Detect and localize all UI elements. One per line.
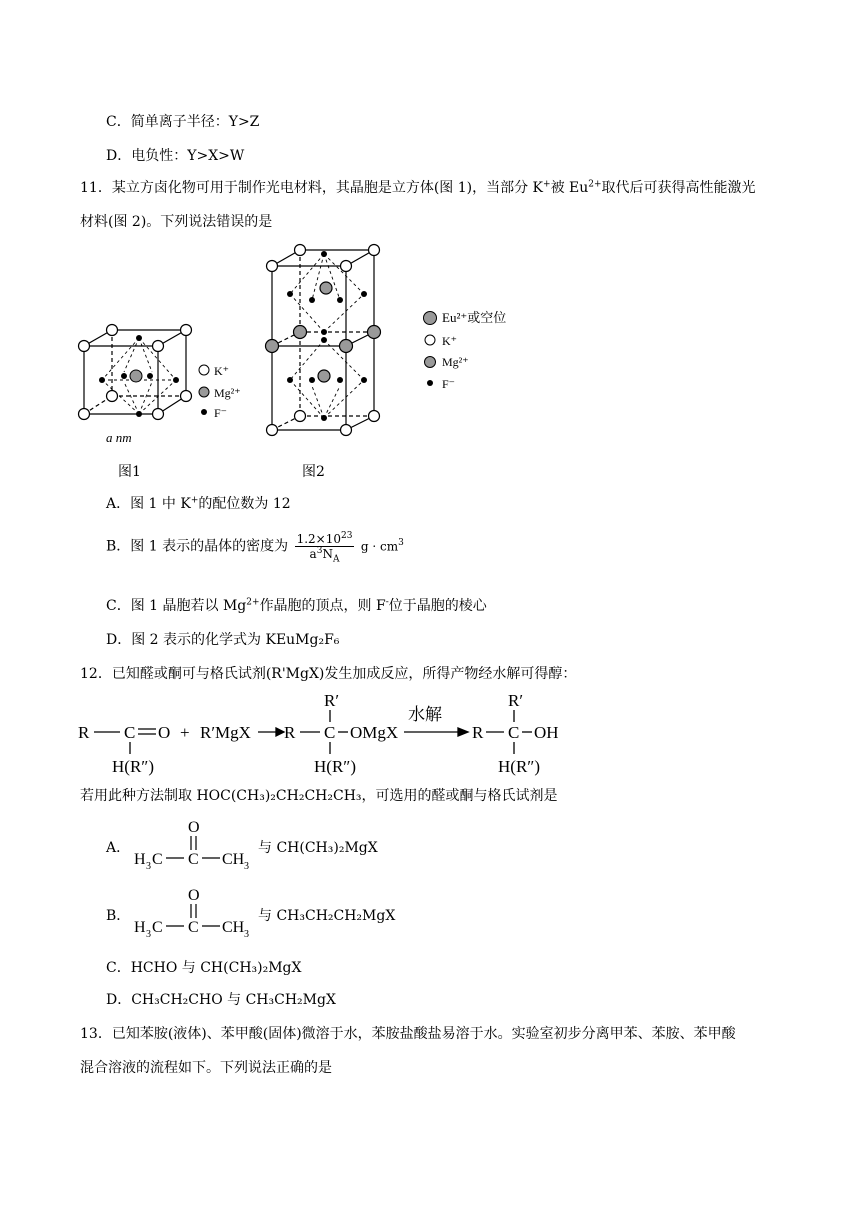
- svg-text:H(R″): H(R″): [498, 757, 541, 776]
- legend1-f: F⁻: [214, 406, 228, 420]
- svg-text:3: 3: [244, 929, 249, 940]
- q11-option-b: B．图 1 表示的晶体的密度为 $\frac{1.2\times 10^{23}}{a^3N_A}$ $g \cdot cm^3$: [106, 531, 404, 565]
- q11-option-d: D．图 2 表示的化学式为 KEuMg₂F₆: [106, 632, 340, 648]
- fig2-caption: 图2: [302, 464, 325, 480]
- svg-text:H(R″): H(R″): [112, 757, 155, 776]
- q12-option-d: D．CH₃CH₂CHO 与 CH₃CH₂MgX: [106, 992, 336, 1008]
- svg-text:O: O: [188, 887, 200, 904]
- svg-text:+: +: [180, 723, 190, 742]
- svg-text:C: C: [188, 851, 199, 868]
- q12-option-b-text: 与 CH₃CH₂CH₂MgX: [258, 908, 396, 924]
- svg-text:O: O: [188, 819, 200, 836]
- q12-option-c: C．HCHO 与 CH(CH₃)₂MgX: [106, 960, 302, 976]
- grignard-reaction-scheme: [72, 690, 592, 780]
- option-c-prev: C．简单离子半径：Y>Z: [106, 114, 260, 130]
- crystal-figure-1: [74, 320, 264, 450]
- svg-text:CH: CH: [222, 851, 245, 868]
- q11-option-a: A．图 1 中 K+的配位数为 12: [106, 495, 291, 512]
- legend2-k: K⁺: [442, 334, 457, 348]
- q13-stem-line1: 13．已知苯胺(液体)、苯甲酸(固体)微溶于水，苯胺盐酸盐易溶于水。实验室初步分离甲苯、苯胺、苯甲酸: [80, 1026, 736, 1042]
- q11-stem-line1: 11．某立方卤化物可用于制作光电材料，其晶胞是立方体(图 1)，当部分 K+被 $Eu^{2+}$取代后可获得高性能激光: [80, 179, 756, 196]
- legend2-eu: Eu²⁺或空位: [442, 310, 507, 325]
- svg-text:OH: OH: [534, 723, 559, 742]
- q12-stem: 12．已知醛或酮可与格氏试剂(R'MgX)发生加成反应，所得产物经水解可得醇：: [80, 666, 577, 682]
- svg-text:H(R″): H(R″): [314, 757, 357, 776]
- svg-text:R: R: [284, 723, 296, 742]
- svg-text:C: C: [152, 919, 163, 936]
- svg-text:C: C: [324, 723, 336, 742]
- fig1-caption: 图1: [118, 464, 141, 480]
- legend1-k: K⁺: [214, 364, 229, 378]
- q12-option-a-label: A．: [106, 840, 131, 856]
- hydrolysis-label: 水解: [408, 705, 442, 724]
- svg-text:3: 3: [146, 861, 151, 872]
- svg-text:H: H: [134, 919, 146, 936]
- crystal-figure-2: [262, 240, 522, 442]
- acetone-structure-a: [132, 816, 262, 874]
- q13-stem-line2: 混合溶液的流程如下。下列说法正确的是: [80, 1060, 332, 1076]
- q11-option-c: C．图 1 晶胞若以 $Mg^{2+}$作晶胞的顶点，则 F-位于晶胞的棱心: [106, 597, 487, 614]
- svg-text:R′MgX: R′MgX: [200, 723, 251, 742]
- density-fraction: $\frac{1.2\times 10^{23}}{a^3N_A}$: [296, 531, 353, 565]
- svg-text:R′: R′: [324, 691, 340, 710]
- legend1-mg: Mg²⁺: [214, 386, 241, 400]
- svg-text:C: C: [508, 723, 520, 742]
- q12-question: 若用此种方法制取 HOC(CH₃)₂CH₂CH₂CH₃，可选用的醛或酮与格氏试剂是: [80, 788, 558, 804]
- svg-text:R: R: [78, 723, 90, 742]
- svg-text:C: C: [188, 919, 199, 936]
- legend2-mg: Mg²⁺: [442, 355, 469, 369]
- svg-text:CH: CH: [222, 919, 245, 936]
- svg-text:H: H: [134, 851, 146, 868]
- svg-text:O: O: [158, 723, 171, 742]
- svg-text:OMgX: OMgX: [350, 723, 399, 742]
- svg-text:R′: R′: [508, 691, 524, 710]
- fig1-dimension: a nm: [106, 430, 132, 445]
- q12-option-a-text: 与 CH(CH₃)₂MgX: [258, 840, 378, 856]
- svg-text:C: C: [152, 851, 163, 868]
- svg-text:3: 3: [244, 861, 249, 872]
- option-d-prev: D．电负性：Y>X>W: [106, 148, 245, 164]
- q11-stem-line2: 材料(图 2)。下列说法错误的是: [80, 214, 273, 230]
- svg-text:C: C: [124, 723, 136, 742]
- q12-option-b-label: B．: [106, 908, 131, 924]
- acetone-structure-b: [132, 884, 262, 942]
- legend2-f: F⁻: [442, 377, 456, 391]
- svg-text:R: R: [472, 723, 484, 742]
- svg-text:3: 3: [146, 929, 151, 940]
